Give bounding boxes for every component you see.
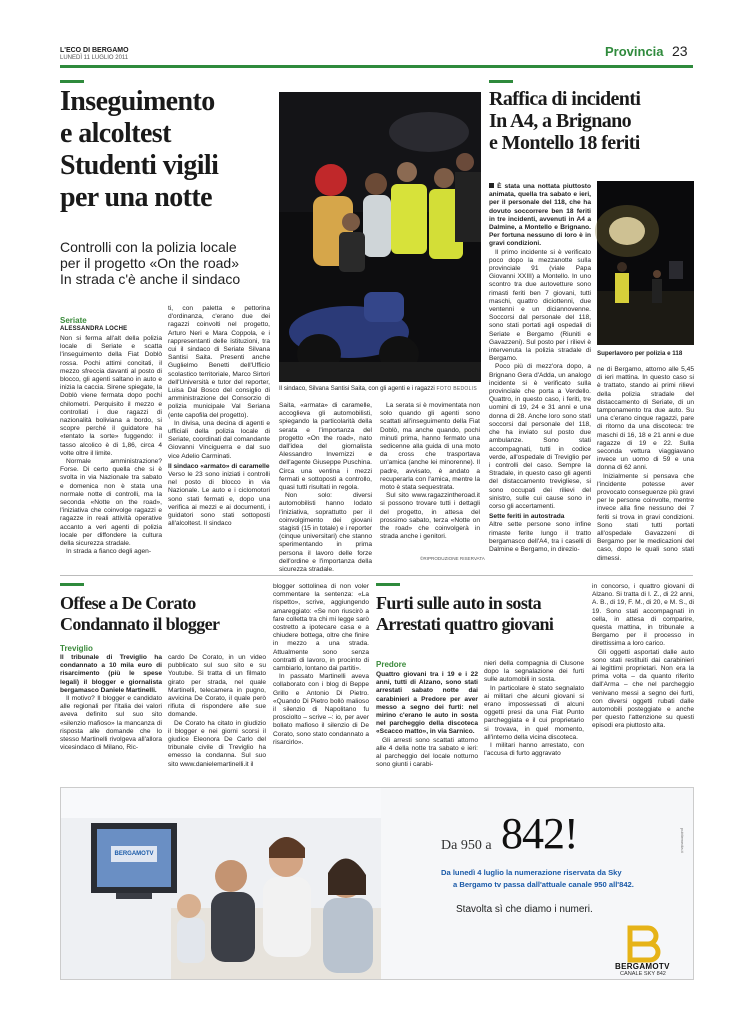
left-bottom-rule <box>60 583 84 586</box>
left-bottom-headline: Offese a De Corato Condannato il blogger <box>60 593 220 634</box>
right-photo <box>597 181 694 345</box>
bergamotv-logo-icon <box>624 926 664 962</box>
right-bottom-col3: in concorso, i quattro giovani di Alzano. Si tratta di I. Z., di 22 anni, A. B., di 19, F. M., di 20, e M. S., di 19. Sono stati accompagnati in cella, in attesa di comparire, questa mattina, in tribunale a Bergamo per il processo in direttissima a loro carico. Gli oggetti asportati dalle auto sono stati restituiti dai carabinieri ai legittimi proprietari. Non era la prima volta – da quanto riferito dall'Arma – che nel parcheggio venivano messi a segno dei furti, con diversi oggetti rubati dalle automobili posteggiate e anche per questo l'attenzione su questi episodi era piuttosto alta. <box>592 583 694 730</box>
ad-number: 842! <box>501 809 578 858</box>
ad-family-image <box>61 788 381 979</box>
right-subhead: Sette feriti in autostrada <box>489 513 565 521</box>
right-headline: Raffica di incidenti In A4, a Brignano e Montello 18 feriti <box>489 88 641 154</box>
header-rule <box>60 65 693 68</box>
right-col1: È stata una nottata piuttosto animata, quella tra sabato e ieri, per il personale del 118, che ha dovuto soccorrere ben 18 feriti in tre incidenti, avvenuti in A4 a Dalmine, a Montello e Brignano. Per fortuna nessuno di loro è in gravi condizioni. Il primo incidente si è verificato poco dopo la mezzanotte sulla provinciale 91 (viale Papa Giovanni XXIII) a Montello. In uno scontro tra due autovetture sono rimasti feriti ben 7 giovani, tutti maschi, quattro diciottenni, due ventenni e un diciannovenne. Soccorsi dal personale del 118, sono stati portati agli ospedali di Seriate e Bergamo (Riuniti e Gavazzeni). Sul posto per i rilievi è intervenuta la polizia stradale di Bergamo. Poco più di mezz'ora dopo, a Brignano Gera d'Adda, un analogo incidente si è verificato sulla provinciale che porta a Verdello. Quattro, in questo caso, i feriti, tre uomini di 19, 24 e 31 anni e una donna di 28. Anche loro sono stati soccorsi dal personale del 118, che ha inviato sul posto due ambulanze. Sono stati accompagnati, tutti in codice verde, all'ospedale di Treviglio per i controlli del caso. Sempre la Stradale, in questo caso gli agenti del distaccamento trevigliese, si sono occupati dei rilievi del sinistro, sulle cui cause sono in corso gli accertamenti. Sette feriti in autostrada Altre sette persone sono infine rimaste ferite lungo il tratto bergamasco dell'A4, tra i caselli di Dalmine e Bergamo, in direzio- <box>489 183 591 553</box>
ad-line2: a Bergamo tv passa dall'attuale canale 950 all'842. <box>453 880 634 889</box>
advertisement[interactable] <box>60 787 694 980</box>
right-bottom-headline: Furti sulle auto in sosta Arrestati quattro giovani <box>376 593 554 634</box>
main-byline: ALESSANDRA LOCHE <box>60 326 128 332</box>
page-number: 23 <box>672 43 688 59</box>
left-bottom-col1: Il tribunale di Treviglio ha condannato a 10 mila euro di risarcimento (più le spese legali) il blogger e giornalista bergamasco Daniele Martinelli. Il motivo? Il blogger e candidato alle regionali per l'Italia dei valori aveva definito sul suo sito «silenzio mafioso» la mancanza di risposta alle domande che lo stesso Martinelli rivolgeva all'allora vicesindaco di Milano, Ric- <box>60 654 162 752</box>
main-photo <box>279 92 481 382</box>
paper-name: L'ECO DI BERGAMO <box>60 47 129 54</box>
right-bottom-col2: nieri della compagnia di Clusone dopo la segnalazione dei furti sulle automobili in sosta. In particolare è stato segnalato ai militari che alcuni giovani si erano impossessati di alcuni oggetti presi da una Fiat Punto parcheggiata e il cui proprietario si trovava, in quel momento, all'interno della vicina discoteca. I militari hanno arrestato, con l'accusa di furto aggravato <box>484 660 584 758</box>
main-location: Seriate <box>60 316 87 325</box>
ad-logo-text: BERGAMOTV <box>615 962 670 971</box>
right-bottom-location: Predore <box>376 660 407 669</box>
ad-channel: CANALE SKY 842 <box>620 971 666 977</box>
main-col4: La serata si è movimentata non solo quando gli agenti sono scattati all'inseguimento della Fiat Doblò, ma anche quando, pochi minuti prima, hanno fermato una sedicenne alla guida di una moto da cross che trasportava un'amica (anche lei minorenne). Il padre, avvisato, è andato a recuperarla con l'amica, mentre la moto è stata sequestrata. Sul sito www.ragazzintheroad.it si possono trovare tutti i dettagli del progetto, in attesa del prossimo sabato, terza «Notte on the road» che coinvolgerà in strada anche i genitori. <box>380 402 480 541</box>
right-col2: ne di Bergamo, attorno alle 5,45 di ieri mattina. In questo caso si è trattato, stando ai primi rilievi della polizia stradale del distaccamento di Seriate, di un tamponamento tra due auto. Su una c'erano cinque ragazzi, pare di ritorno da una discoteca: tre maschi di 16, 18 e 21 anni e due ragazze di 19 e 22. Sulla seconda vettura viaggiavano invece un uomo di 59 e una donna di 62 anni. Inizialmente si pensava che l'incidente potesse aver provocato conseguenze più gravi per le persone coinvolte, mentre invece alla fine nessuno dei 7 feriti si trova in gravi condizioni. Sono stati tutti portati all'ospedale Gavazzeni di Bergamo per le medicazioni del caso, dopo le quali sono stati dimessi. <box>597 366 694 562</box>
issue-date: LUNEDÌ 11 LUGLIO 2011 <box>60 55 129 61</box>
ad-line1: Da lunedì 4 luglio la numerazione riservata da Sky <box>441 868 622 877</box>
main-repro-notice: ©RIPRODUZIONE RISERVATA <box>420 556 485 561</box>
ad-tagline: Stavolta sì che diamo i numeri. <box>456 904 593 915</box>
right-lead: È stata una nottata piuttosto animata, quella tra sabato e ieri, per il personale del 118, che ha dovuto soccorrere ben 18 feriti in tre incidenti, avvenuti in A4 a Dalmine, a Montello e Brignano. Per fortuna nessuno di loro è in gravi condizioni. <box>489 183 591 248</box>
main-subhead: Controlli con la polizia locale per il progetto «On the road» In strada c'è anche il sindaco <box>60 239 241 287</box>
right-story-rule <box>489 80 513 83</box>
ad-tv-screen-text: BERGAMOTV <box>114 851 154 857</box>
lead-bullet <box>489 183 494 188</box>
left-bottom-location: Treviglio <box>60 644 93 653</box>
ad-side-credit: publiemedia.it <box>680 828 685 853</box>
right-bottom-col1: Quattro giovani tra i 19 e i 22 anni, tutti di Alzano, sono stati arrestati sabato notte dai carabinieri a Predore per aver messo a segno dei furti: nel mirino c'erano le auto in sosta nel parcheggio della discoteca «Scacco matto», in via Sarnico. Gli arresti sono scattati attorno alle 4 della notte tra sabato e ieri: al parcheggio del locale notturno sono giunti i carabi- <box>376 671 478 769</box>
main-photo-caption: Il sindaco, Silvana Santisi Saita, con gli agenti e i ragazzi FOTO BEDOLIS <box>279 385 478 392</box>
main-col3: Saita, «armata» di caramelle, accoglieva gli automobilisti, spiegando la particolarità della serata e l'importanza del progetto «On the road», nato dall'idea del giornalista Alessandro Invernizzi e dell'agente Giuseppe Puschina. Circa una ventina i mezzi fermati e sottoposti a controllo, quasi tutti risultati in regola. Non solo: diversi automobilisti hanno lodato l'iniziativa, soprattutto per il coinvolgimento dei giovani stagisti (15 in totale) e i reporter (cinque universitari) che stanno sperimentando in prima persona il lavoro delle forze dell'ordine e l'importanza della sicurezza stradale. <box>279 402 372 574</box>
ad-price-prefix: Da 950 a <box>441 838 492 853</box>
main-col2-subhead: Il sindaco «armato» di caramelle <box>168 462 270 470</box>
main-story-rule <box>60 80 84 83</box>
main-headline: Inseguimento e alcoltest Studenti vigili per una notte <box>60 86 219 213</box>
main-photo-credit: FOTO BEDOLIS <box>436 386 478 392</box>
section-divider <box>60 575 693 576</box>
right-photo-caption: Superlavoro per polizia e 118 <box>597 350 683 357</box>
right-bottom-rule <box>376 583 400 586</box>
left-bottom-col3: blogger sottolinea di non voler commentare la sentenza: «La rispetto», scrive, aggiungendo amareggiato: «Se non riuscirò a fare colletta tra chi mi legge sarò costretto a ipotecare casa e a chiudere bottega, oltre che finire in mezzo a una strada. Attualmente sono senza contratti di lavoro, in procinto di cambiarlo, lontano dai partiti». In passato Martinelli aveva collaborato con i blog di Beppe Grillo e Antonio Di Pietro. «Quando Di Pietro bollò malioso il silenzio di Napolitano fu prosciolto – scrive –: io, per aver bollato mafioso il silenzio di De Corato, sono stato condannato a risarcirlo». <box>273 583 369 746</box>
main-col1: Non si ferma all'alt della polizia locale di Seriate e scatta l'inseguimento della Fiat Doblò rossa. Pochi attimi concitati, il mezzo sfreccia davanti al posto di blocco, gli agenti saltano in auto e inizia la caccia. Sirene spiegate, la Doblò viene fermata dopo pochi chilometri. Perquisito il mezzo e controllati i due ragazzi di nazionalità boliviana a bordo, si scopre perché il guidatore ha «tentato la sorte» fuggendo: il tasso alcolico è di 1,86, circa 4 volte oltre il limite. Normale amministrazione? Forse. Di certo quella che si è svolta in via Nazionale tra sabato e domenica non è stata una normale notte di controlli, ma la seconda «Notte on the road», l'iniziativa che coinvolge ragazzi e ragazze in reali attività operative accanto a veri agenti di polizia locale per diffondere la cultura della sicurezza stradale. In strada a fianco degli agen- <box>60 335 162 556</box>
section-name: Provincia <box>605 44 664 59</box>
left-bottom-col2: cardo De Corato, in un video pubblicato sul suo sito e su Youtube. Si tratta di un filmato girato per strada, nel quale Martinelli, telecamera in pugno, avvicina De Corato, il quale però rifiuta di rispondere alle sue domande. De Corato ha citato in giudizio il blogger e nei giorni scorsi il giudice Eleonora De Carlo del tribunale civile di Treviglio ha emesso la condanna. Sul suo sito www.danielemartinelli.it il <box>168 654 266 768</box>
main-col2: ti, con paletta e pettorina d'ordinanza, c'erano due dei ragazzi coinvolti nel progetto, Arturo Neri e Mara Coppola, e i rappresentanti delle istituzioni, tra cui il sindaco di Seriate Silvana Santisi Saita. Presenti anche Guglielmo Benetti dell'Ufficio scolastico territoriale, Marco Sirtori dell'Università e tutor del reporter, Luisa Dal Bosco del consiglio di amministrazione del Consorzio di polizia municipale Val Seriana (ente capofila del progetto). In divisa, una decina di agenti e ufficiali della polizia locale di Seriate, coordinati dal comandante Giovanni Vinciguerra e dal suo vice Adelio Carminati. Il sindaco «armato» di caramelle Verso le 23 sono iniziati i controlli nel posto di blocco in via Nazionale. Le auto e i ciclomotori sono stati fermati e, dopo una verifica ai mezzi e ai documenti, i guidatori sono stati sottoposti all'alcoltest. Il sindaco <box>168 305 270 528</box>
